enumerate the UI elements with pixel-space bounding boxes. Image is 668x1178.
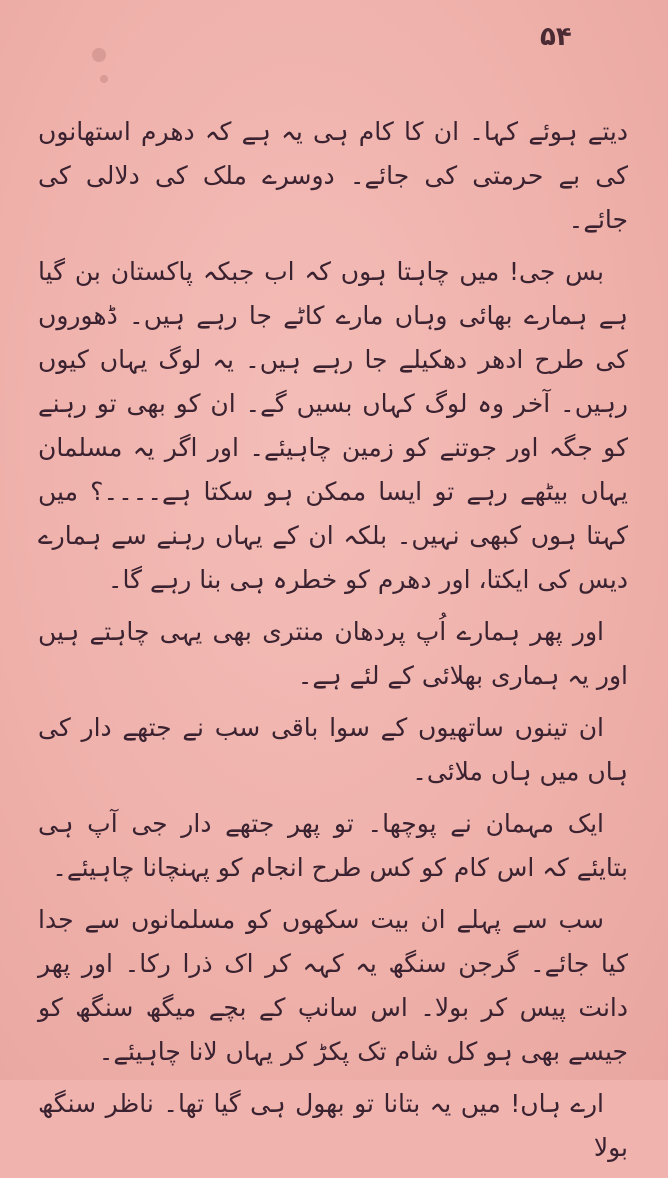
paragraph: سب سے پہلے ان بیت سکھوں کو مسلمانوں سے جدا کیا جائے۔ گرجن سنگھ یہ کہہ کر اک ذرا رکا۔ اور پھر دانت پیس کر بولا۔ اس سانپ کے بچے میگھ سنگھ کو جیسے بھی ہو کل شام تک پکڑ کر یہاں لانا چاہیئے۔ [38,905,628,1066]
paragraph: اور پھر ہمارے اُپ پردھان منتری بھی یہی چاہتے ہیں اور یہ ہماری بھلائی کے لئے ہے۔ [38,617,628,690]
page-number: ۵۴ [540,22,572,52]
paragraph: ان تینوں ساتھیوں کے سوا باقی سب نے جتھے دار کی ہاں میں ہاں ملائی۔ [38,713,628,786]
paper-stain [92,48,106,62]
urdu-text-body [38,110,628,1178]
paragraph: ارے ہاں! میں یہ بتانا تو بھول ہی گیا تھا۔ ناظر سنگھ بولا [38,1089,628,1162]
paragraph: دیتے ہوئے کہا۔ ان کا کام ہی یہ ہے کہ دھرم استھانوں کی بے حرمتی کی جائے۔ دوسرے ملک کی دلالی کی جائے۔ [38,117,628,234]
paragraph: بس جی! میں چاہتا ہوں کہ اب جبکہ پاکستان بن گیا ہے ہمارے بھائی وہاں مارے کاٹے جا رہے ہیں۔ ڈھوروں کی طرح ادھر دھکیلے جا رہے ہیں۔ یہ لوگ یہاں کیوں رہیں۔ آخر وہ لوگ کہاں بسیں گے۔ ان کو بھی تو رہنے کو جگہ اور جوتنے کو زمین چاہیئے۔ اور اگر یہ مسلمان یہاں بیٹھے رہے تو ایسا ممکن ہو سکتا ہے۔۔۔۔؟ میں کہتا ہوں کبھی نہیں۔ بلکہ ان کے یہاں رہنے سے ہمارے دیس کی ایکتا، اور دھرم کو خطرہ ہی بنا رہے گا۔ [38,257,628,594]
paragraph: ایک مہمان نے پوچھا۔ تو پھر جتھے دار جی آپ ہی بتایئے کہ اس کام کو کس طرح انجام کو پہنچانا چاہیئے۔ [38,809,628,882]
paper-stain [100,75,108,83]
